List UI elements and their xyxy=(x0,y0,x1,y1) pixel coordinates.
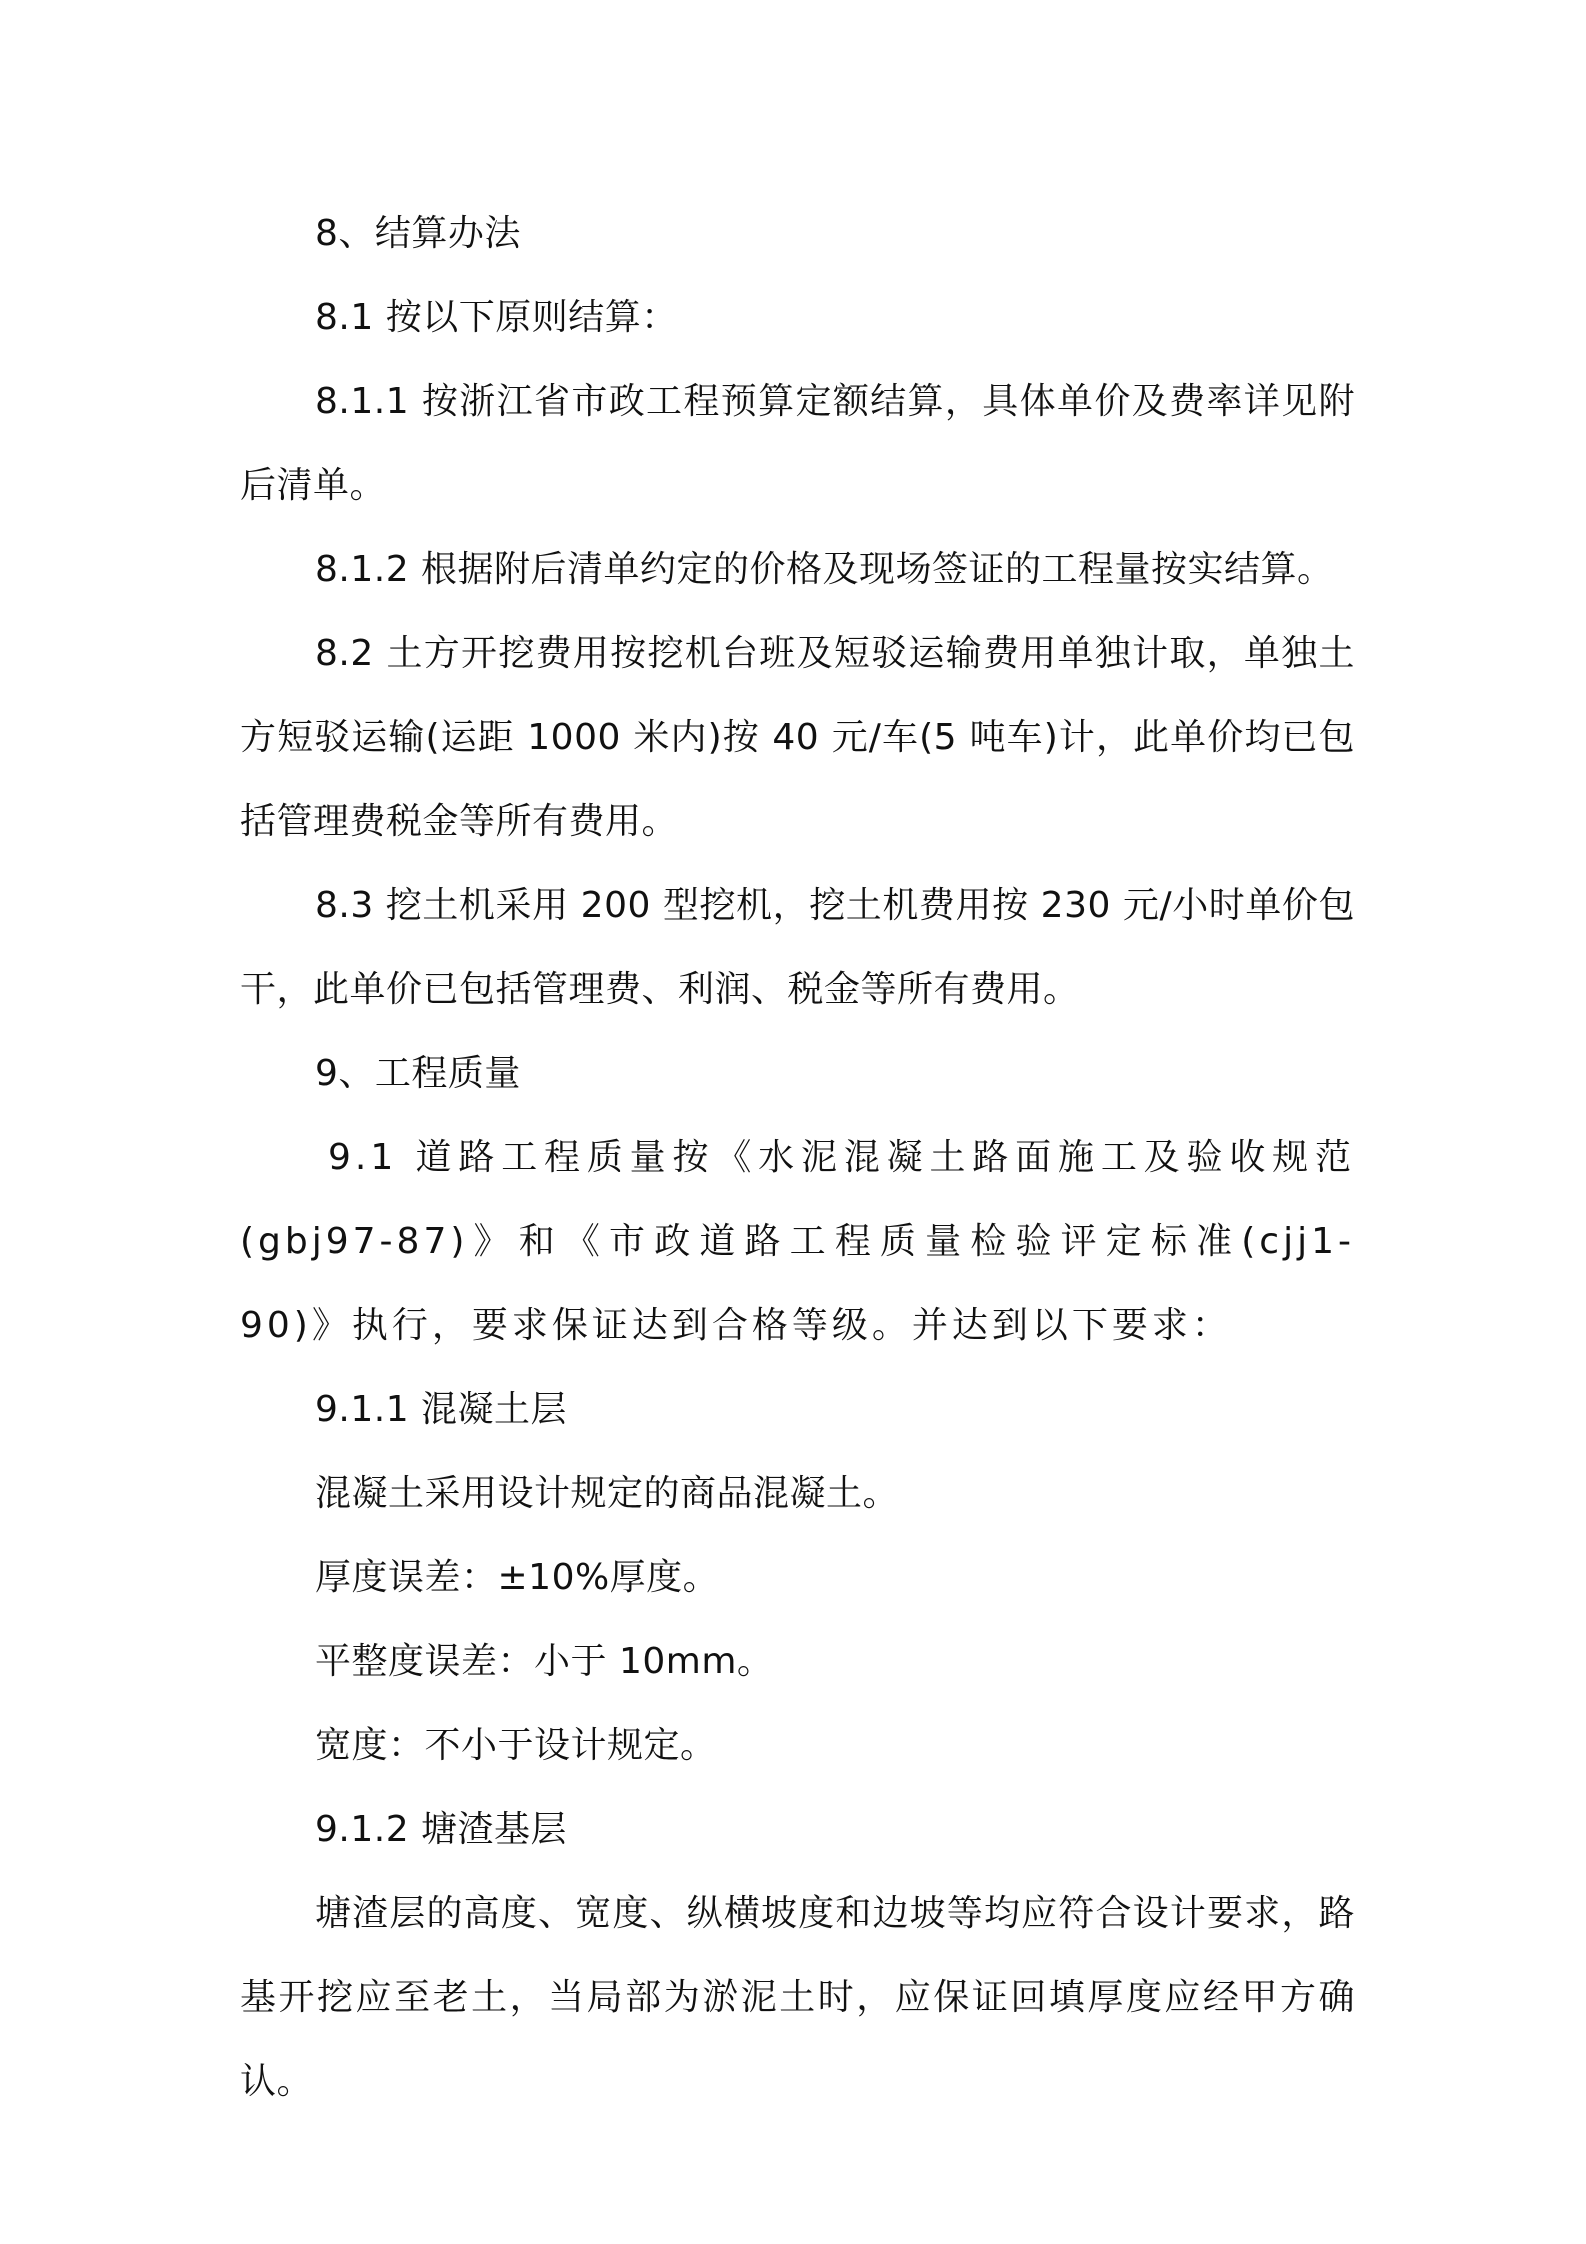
section-heading-8: 8、结算办法 xyxy=(315,213,521,254)
base-layer-requirement: 塘渣层的高度、宽度、纵横坡度和边坡等均应符合设计要求，路基开挖应至老土，当局部为淤泥土时，应保证回填厚度应经甲方确认。 xyxy=(240,1893,1355,2102)
clause-8-2: 8.2 土方开挖费用按挖机台班及短驳运输费用单独计取，单独土方短驳运输(运距 1000 米内)按 40 元/车(5 吨车)计，此单价均已包括管理费税金等所有费用。 xyxy=(240,633,1355,842)
flatness-tolerance: 平整度误差：小于 10mm。 xyxy=(315,1641,774,1682)
thickness-tolerance: 厚度误差：±10%厚度。 xyxy=(315,1557,720,1598)
clause-8-3: 8.3 挖土机采用 200 型挖机，挖土机费用按 230 元/小时单价包干，此单价已包括管理费、利润、税金等所有费用。 xyxy=(240,885,1355,1010)
clause-8-1-1: 8.1.1 按浙江省市政工程预算定额结算，具体单价及费率详见附后清单。 xyxy=(240,381,1355,506)
clause-8-1-2: 8.1.2 根据附后清单约定的价格及现场签证的工程量按实结算。 xyxy=(315,549,1334,590)
width-requirement: 宽度：不小于设计规定。 xyxy=(315,1725,717,1766)
clause-9-1-1: 9.1.1 混凝土层 xyxy=(315,1389,568,1430)
clause-9-1-2: 9.1.2 塘渣基层 xyxy=(315,1809,568,1850)
section-heading-9: 9、工程质量 xyxy=(315,1053,521,1094)
clause-8-1: 8.1 按以下原则结算： xyxy=(315,297,678,338)
concrete-spec: 混凝土采用设计规定的商品混凝土。 xyxy=(315,1473,900,1514)
document-body xyxy=(240,192,1355,2124)
clause-9-1: 9.1 道路工程质量按《水泥混凝土路面施工及验收规范(gbj97-87)》和《市政道路工程质量检验评定标准(cjj1-90)》执行，要求保证达到合格等级。并达到以下要求： xyxy=(240,1137,1355,1346)
